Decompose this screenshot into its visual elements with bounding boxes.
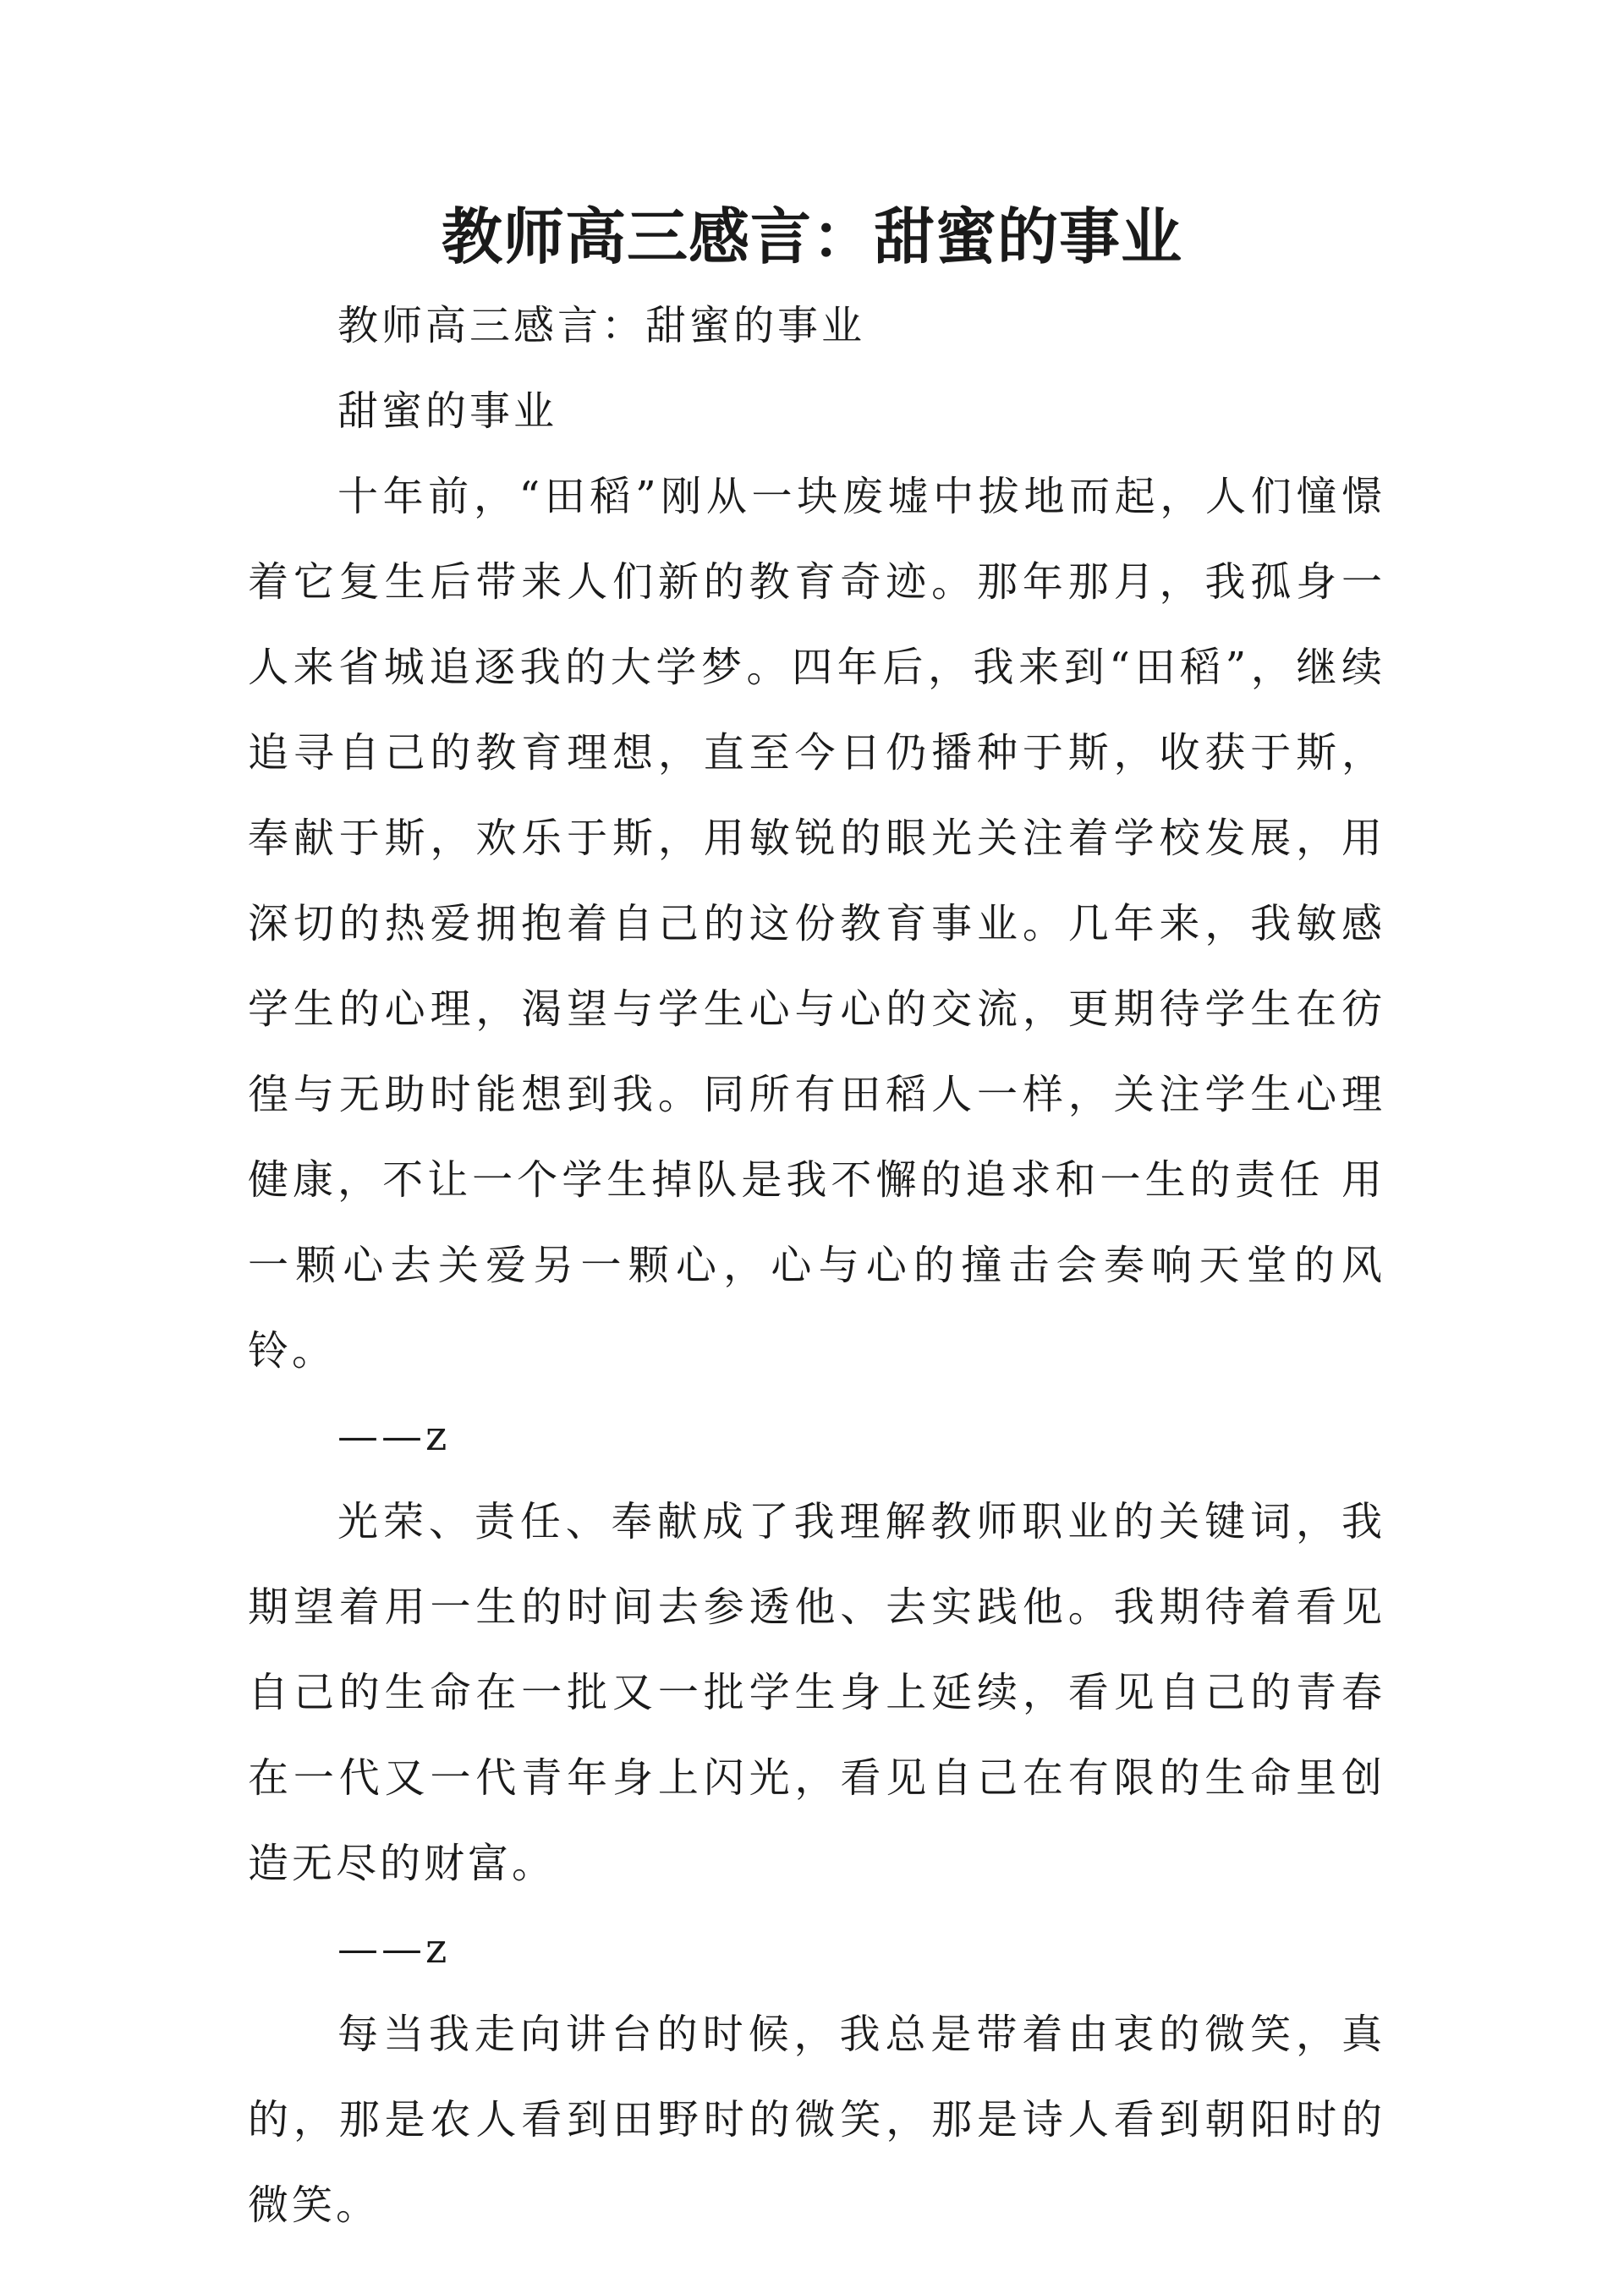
- paragraph-body: 光荣、责任、奉献成了我理解教师职业的关键词，我期望着用一生的时间去参透他、去实践他。我期待着看见自己的生命在一批又一批学生身上延续，看见自己的青春在一代又一代青年身上闪光，看见自己在有限的生命里创造无尽的财富。: [248, 1498, 1385, 1887]
- document-body: [248, 283, 1385, 2248]
- paragraph-signature: ——z: [337, 1413, 451, 1460]
- document-title: 教师高三感言：甜蜜的事业: [441, 200, 1182, 272]
- paragraph-subtitle: 教师高三感言：甜蜜的事业: [337, 302, 866, 349]
- paragraph-heading: 甜蜜的事业: [337, 387, 558, 435]
- paragraph-body: 十年前，“田稻”刚从一块废墟中拔地而起，人们憧憬着它复生后带来人们新的教育奇迹。那年那月，我孤身一人来省城追逐我的大学梦。四年后，我来到“田稻”，继续追寻自己的教育理想，直至今日仍播种于斯，收获于斯，奉献于斯，欢乐于斯，用敏锐的眼光关注着学校发展，用深切的热爱拥抱着自己的这份教育事业。几年来，我敏感学生的心理，渴望与学生心与心的交流，更期待学生在彷徨与无助时能想到我。同所有田稻人一样，关注学生心理健康，不让一个学生掉队是我不懈的追求和一生的责任 用一颗心去关爱另一颗心，心与心的撞击会奏响天堂的风铃。: [248, 473, 1385, 1375]
- paragraph-body: 每当我走向讲台的时候，我总是带着由衷的微笑，真的，那是农人看到田野时的微笑，那是诗人看到朝阳时的微笑。: [248, 2011, 1385, 2229]
- paragraph-signature: ——z: [337, 1925, 451, 1973]
